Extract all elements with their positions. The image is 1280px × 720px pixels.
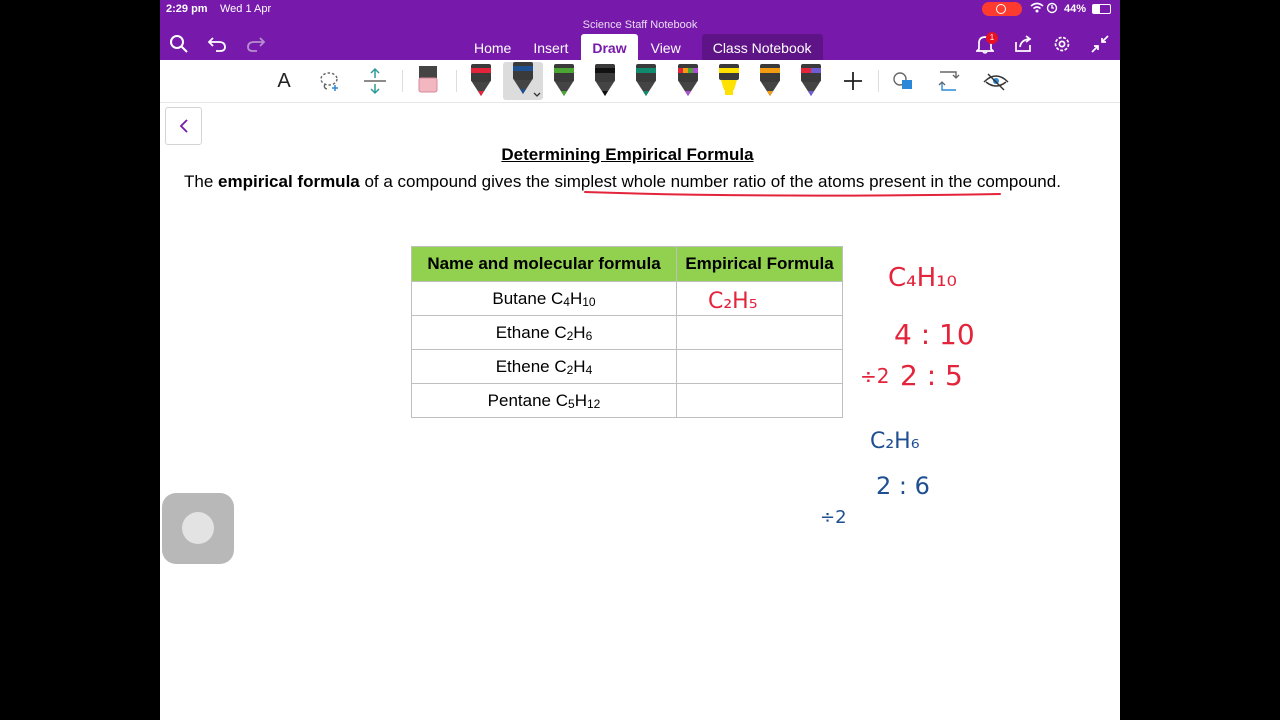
ribbon-tabs: [463, 34, 823, 60]
screen-recording-indicator[interactable]: [982, 2, 1022, 16]
toolbar-divider: [878, 70, 879, 92]
table-row: [412, 350, 843, 384]
share-icon[interactable]: [1012, 33, 1034, 55]
intro-paragraph: [184, 169, 1074, 195]
lasso-select-icon[interactable]: [316, 62, 344, 100]
intro-text: in the compound.: [925, 172, 1061, 191]
status-time: 2:29 pm: [166, 3, 208, 15]
blue-note-divide: ÷2: [820, 507, 847, 528]
red-note-divide: ÷2: [860, 364, 890, 388]
molecular-formula-cell[interactable]: Butane $C_4H_{10}$: [412, 282, 677, 316]
add-pen-icon[interactable]: [840, 62, 866, 100]
back-button[interactable]: [165, 107, 202, 145]
molecular-formula-cell[interactable]: Ethene $C_2H_4$: [412, 350, 677, 384]
yellow-highlighter-icon[interactable]: [716, 62, 742, 100]
rainbow-pen-icon[interactable]: [675, 62, 701, 100]
toolbar-divider: [402, 70, 403, 92]
empirical-formula-cell[interactable]: [677, 350, 843, 384]
intro-bold-term: empirical formula: [218, 172, 360, 191]
table-row: [412, 384, 843, 418]
empirical-formula-cell[interactable]: [677, 282, 843, 316]
intro-text: The: [184, 172, 219, 191]
molecular-formula-cell[interactable]: Pentane $C_5H_{12}$: [412, 384, 677, 418]
eraser-icon[interactable]: [415, 62, 441, 100]
red-note-ratio: 4 : 10: [894, 318, 975, 351]
green-pen-icon[interactable]: [551, 62, 577, 100]
red-note-formula: C₄H₁₀: [888, 263, 957, 293]
butane-empirical-answer: C₂H₅: [708, 289, 758, 314]
toolbar-divider: [456, 70, 457, 92]
orange-pen-icon[interactable]: [757, 62, 783, 100]
record-icon: [996, 4, 1006, 14]
assistive-touch-knob: [182, 512, 214, 544]
table-row: [412, 316, 843, 350]
black-pen-icon[interactable]: [592, 62, 618, 100]
insert-space-icon[interactable]: [360, 62, 390, 100]
blue-note-formula: C₂H₆: [870, 429, 920, 454]
formula-table: [411, 246, 843, 418]
ipad-screen: [160, 0, 1120, 720]
intro-underlined-text: simplest whole number ratio of the atoms present: [554, 172, 926, 191]
search-icon[interactable]: [168, 33, 190, 55]
assistive-touch-button[interactable]: [162, 493, 234, 564]
teal-pen-icon[interactable]: [633, 62, 659, 100]
wifi-icon: [1030, 2, 1060, 17]
table-header-row: [412, 247, 843, 282]
red-pen-icon[interactable]: [468, 62, 494, 100]
tab-view[interactable]: View: [650, 40, 681, 56]
undo-icon[interactable]: [206, 33, 228, 55]
red-note-result: 2 : 5: [900, 359, 963, 392]
gear-icon[interactable]: [1051, 33, 1073, 55]
onenote-header: [160, 0, 1120, 60]
battery-icon: [1092, 4, 1111, 14]
tab-insert[interactable]: Insert: [533, 40, 569, 56]
multicolor-pen-icon[interactable]: [798, 62, 824, 100]
table-header-molecular: Name and molecular formula: [412, 247, 677, 282]
table-row: [412, 282, 843, 316]
table-header-empirical: Empirical Formula: [677, 247, 843, 282]
empirical-formula-cell[interactable]: [677, 316, 843, 350]
blue-note-ratio: 2 : 6: [876, 472, 930, 500]
molecular-formula-cell[interactable]: Ethane $C_2H_6$: [412, 316, 677, 350]
tab-class-notebook[interactable]: Class Notebook: [702, 34, 823, 60]
text-mode-button[interactable]: A: [277, 69, 291, 92]
ink-to-shape-icon[interactable]: [890, 62, 918, 100]
tab-draw[interactable]: Draw: [581, 34, 637, 60]
chevron-left-icon: [178, 118, 190, 134]
blue-pen-icon[interactable]: [503, 62, 543, 100]
notebook-title: Science Staff Notebook: [582, 19, 698, 31]
battery-percent: 44%: [1064, 3, 1087, 15]
ink-replay-icon[interactable]: [980, 62, 1012, 100]
notification-badge: 1: [986, 32, 998, 44]
draw-toolbar: [160, 60, 1120, 103]
intro-text: of a compound gives the: [359, 172, 555, 191]
tab-home[interactable]: Home: [474, 40, 512, 56]
empirical-formula-cell[interactable]: [677, 384, 843, 418]
status-date: Wed 1 Apr: [220, 3, 272, 15]
ink-to-text-icon[interactable]: [935, 62, 965, 100]
redo-icon[interactable]: [245, 33, 267, 55]
page-heading: Determining Empirical Formula: [501, 145, 754, 164]
collapse-icon[interactable]: [1089, 33, 1111, 55]
